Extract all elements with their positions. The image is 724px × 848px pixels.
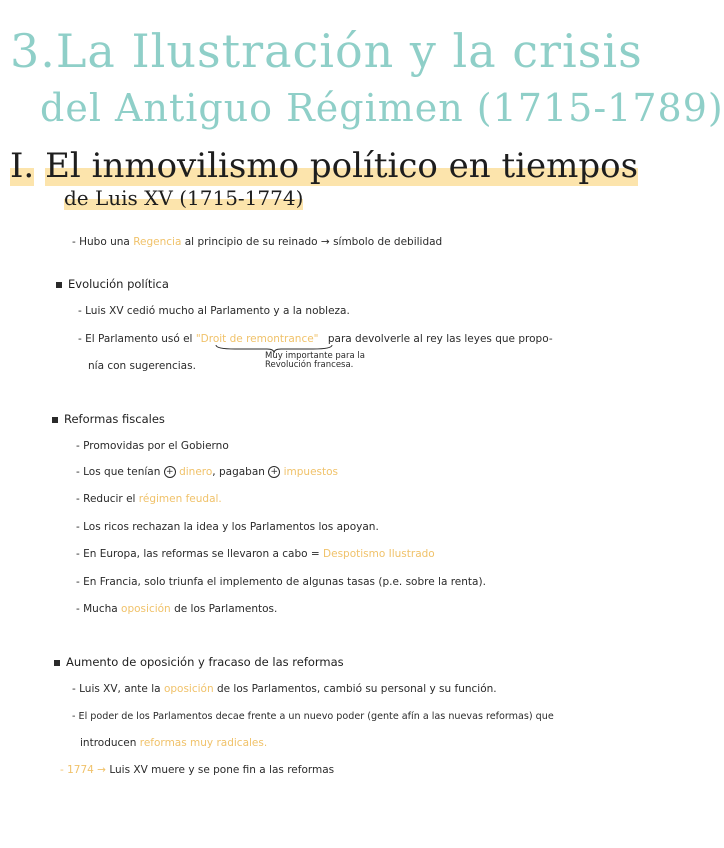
subsection-title-aumento: Aumento de oposición y fracaso de las reformas [54, 655, 344, 669]
list-item: - Luis XV cedió mucho al Parlamento y a la nobleza. [78, 305, 350, 317]
subsection-title-reformas: Reformas fiscales [52, 412, 165, 426]
list-item: - El Parlamento usó el "Droit de remontrance" para devolverle al rey las leyes que propo- [78, 333, 553, 345]
intro-line: - Hubo una Regencia al principio de su reinado → símbolo de debilidad [72, 236, 443, 248]
section-heading-line2 [64, 186, 303, 210]
plus-circle-icon: + [164, 466, 176, 478]
section-heading-text: El inmovilismo político en tiempos [45, 146, 639, 186]
list-item: - Mucha oposición de los Parlamentos. [76, 603, 278, 615]
list-item: - En Francia, solo triunfa el implemento de algunas tasas (p.e. sobre la renta). [76, 576, 486, 588]
document-title-line1: 3.La Ilustración y la crisis [10, 24, 643, 78]
list-item: - Reducir el régimen feudal. [76, 493, 222, 505]
section-heading-text-2: de Luis XV (1715-1774) [64, 186, 304, 210]
highlight-droit: "Droit de remontrance" [195, 333, 319, 345]
highlight-regencia: Regencia [133, 236, 182, 248]
list-item: - 1774 → Luis XV muere y se pone fin a las reformas [60, 764, 335, 776]
document-title-line2: del Antiguo Régimen (1715-1789) [40, 86, 724, 130]
list-item: - Los ricos rechazan la idea y los Parlamentos los apoyan. [76, 521, 379, 533]
bullet-icon [54, 660, 60, 666]
section-number: I. [10, 146, 35, 186]
bullet-icon [56, 282, 62, 288]
list-item-continued: introducen reformas muy radicales. [80, 737, 268, 749]
list-item: - En Europa, las reformas se llevaron a cabo = Despotismo Ilustrado [76, 548, 435, 560]
subsection-title-evolucion: Evolución política [56, 277, 169, 291]
list-item-continued: nía con sugerencias. [88, 360, 196, 372]
plus-circle-icon: + [268, 466, 280, 478]
list-item: - El poder de los Parlamentos decae frente a un nuevo poder (gente afín a las nuevas reformas) que [72, 711, 554, 722]
list-item: - Luis XV, ante la oposición de los Parlamentos, cambió su personal y su función. [72, 683, 497, 695]
margin-note: Muy importante para la Revolución francesa. [265, 351, 365, 370]
bullet-icon [52, 417, 58, 423]
list-item: - Promovidas por el Gobierno [76, 440, 229, 452]
section-heading-line1 [10, 146, 638, 186]
list-item: - Los que tenían + dinero, pagaban + impuestos [76, 466, 339, 478]
